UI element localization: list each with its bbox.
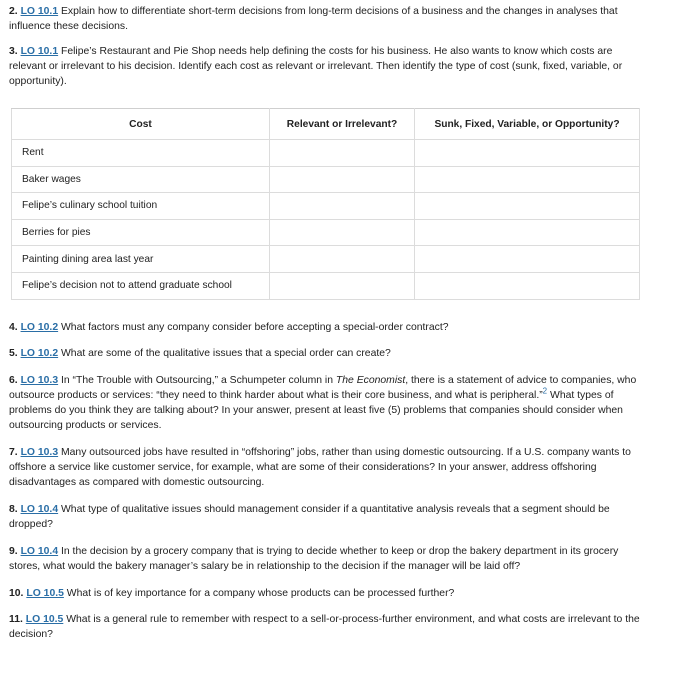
question-number: 9. bbox=[9, 546, 18, 557]
column-header-cost: Cost bbox=[12, 109, 270, 140]
question-text: Many outsourced jobs have resulted in “offshoring” jobs, rather than using domestic outsourcing. If a U.S. company wants to offshore a service like customer service, for example, what are some of their considerations? In your answer, address offshoring disadvantages as compared with domestic outsourcing. bbox=[9, 447, 631, 488]
question-9 bbox=[9, 544, 649, 574]
cost-cell: Painting dining area last year bbox=[12, 246, 270, 273]
question-text: In the decision by a grocery company that is trying to decide whether to keep or drop the bakery department in its grocery stores, what would the bakery manager’s salary be in relationship to the decision if the manager will be laid off? bbox=[9, 546, 619, 572]
relevance-cell[interactable] bbox=[270, 193, 415, 220]
table-row bbox=[12, 166, 640, 193]
question-number: 2. bbox=[9, 6, 18, 17]
table-row bbox=[12, 219, 640, 246]
question-text: What are some of the qualitative issues that a special order can create? bbox=[61, 348, 391, 359]
learning-objective-link[interactable]: LO 10.2 bbox=[20, 348, 59, 359]
question-number: 10. bbox=[9, 588, 24, 599]
question-4 bbox=[9, 320, 649, 335]
column-header-cost-type: Sunk, Fixed, Variable, or Opportunity? bbox=[415, 109, 640, 140]
learning-objective-link[interactable]: LO 10.1 bbox=[20, 6, 59, 17]
learning-objective-link[interactable]: LO 10.4 bbox=[20, 504, 59, 515]
question-text: Felipe’s Restaurant and Pie Shop needs help defining the costs for his business. He also wants to know which costs are relevant or irrelevant to his decision. Identify each cost as relevant or irrelevant. Then identify the type of cost (sunk, fixed, variable, or opportunity). bbox=[9, 46, 623, 87]
question-text: What is of key importance for a company whose products can be processed further? bbox=[66, 588, 455, 599]
cost-type-cell[interactable] bbox=[415, 272, 640, 299]
learning-objective-link[interactable]: LO 10.3 bbox=[20, 375, 59, 386]
learning-objective-link[interactable]: LO 10.5 bbox=[25, 614, 64, 625]
question-number: 3. bbox=[9, 46, 18, 57]
relevance-cell[interactable] bbox=[270, 166, 415, 193]
learning-objective-link[interactable]: LO 10.5 bbox=[26, 588, 64, 599]
question-number: 4. bbox=[9, 322, 18, 333]
learning-objective-link[interactable]: LO 10.2 bbox=[20, 322, 59, 333]
question-number: 8. bbox=[9, 504, 18, 515]
question-number: 6. bbox=[9, 375, 18, 386]
question-text: In “The Trouble with Outsourcing,” a Schumpeter column in bbox=[61, 375, 334, 386]
question-text: , there is a statement of advice to companies, who outsource products or services: “they need to think harder about what is their core business, and what is peripheral.” bbox=[9, 375, 637, 401]
question-8 bbox=[9, 502, 649, 532]
table-row bbox=[12, 272, 640, 299]
cost-table bbox=[11, 108, 640, 300]
column-header-relevance: Relevant or Irrelevant? bbox=[270, 109, 415, 140]
relevance-cell[interactable] bbox=[270, 272, 415, 299]
question-text: Explain how to differentiate short-term decisions from long-term decisions of a business and the changes in analyses that influence these decisions. bbox=[9, 6, 618, 32]
question-text: What is a general rule to remember with respect to a sell-or-process-further environment, and what costs are irrelevant to the decision? bbox=[9, 614, 640, 640]
learning-objective-link[interactable]: LO 10.1 bbox=[20, 46, 59, 57]
question-6 bbox=[9, 373, 649, 433]
question-number: 5. bbox=[9, 348, 18, 359]
question-11 bbox=[9, 612, 649, 642]
question-text: What types of problems do you think they are talking about? In your answer, present at least five (5) problems that companies should consider when outsourcing products or services. bbox=[9, 390, 623, 431]
relevance-cell[interactable] bbox=[270, 246, 415, 273]
publication-title: The Economist bbox=[335, 375, 406, 386]
relevance-cell[interactable] bbox=[270, 140, 415, 167]
question-number: 11. bbox=[9, 614, 23, 625]
question-5 bbox=[9, 346, 649, 361]
cost-type-cell[interactable] bbox=[415, 140, 640, 167]
question-10 bbox=[9, 586, 649, 601]
question-7 bbox=[9, 445, 649, 490]
question-number: 7. bbox=[9, 447, 18, 458]
learning-objective-link[interactable]: LO 10.3 bbox=[20, 447, 59, 458]
table-row bbox=[12, 140, 640, 167]
question-2 bbox=[9, 4, 649, 34]
relevance-cell[interactable] bbox=[270, 219, 415, 246]
cost-type-cell[interactable] bbox=[415, 219, 640, 246]
cost-cell: Felipe’s decision not to attend graduate school bbox=[12, 272, 270, 299]
footnote-link[interactable]: 2 bbox=[542, 386, 548, 396]
table-row bbox=[12, 246, 640, 273]
cost-cell: Baker wages bbox=[12, 166, 270, 193]
question-3 bbox=[9, 44, 649, 89]
cost-cell: Berries for pies bbox=[12, 219, 270, 246]
table-row bbox=[12, 193, 640, 220]
cost-cell: Rent bbox=[12, 140, 270, 167]
question-text: What type of qualitative issues should management consider if a quantitative analysis reveals that a segment should be dropped? bbox=[9, 504, 610, 530]
cost-type-cell[interactable] bbox=[415, 166, 640, 193]
cost-type-cell[interactable] bbox=[415, 246, 640, 273]
table-header-row bbox=[12, 109, 640, 140]
cost-cell: Felipe’s culinary school tuition bbox=[12, 193, 270, 220]
cost-type-cell[interactable] bbox=[415, 193, 640, 220]
learning-objective-link[interactable]: LO 10.4 bbox=[20, 546, 59, 557]
question-text: What factors must any company consider before accepting a special-order contract? bbox=[61, 322, 449, 333]
